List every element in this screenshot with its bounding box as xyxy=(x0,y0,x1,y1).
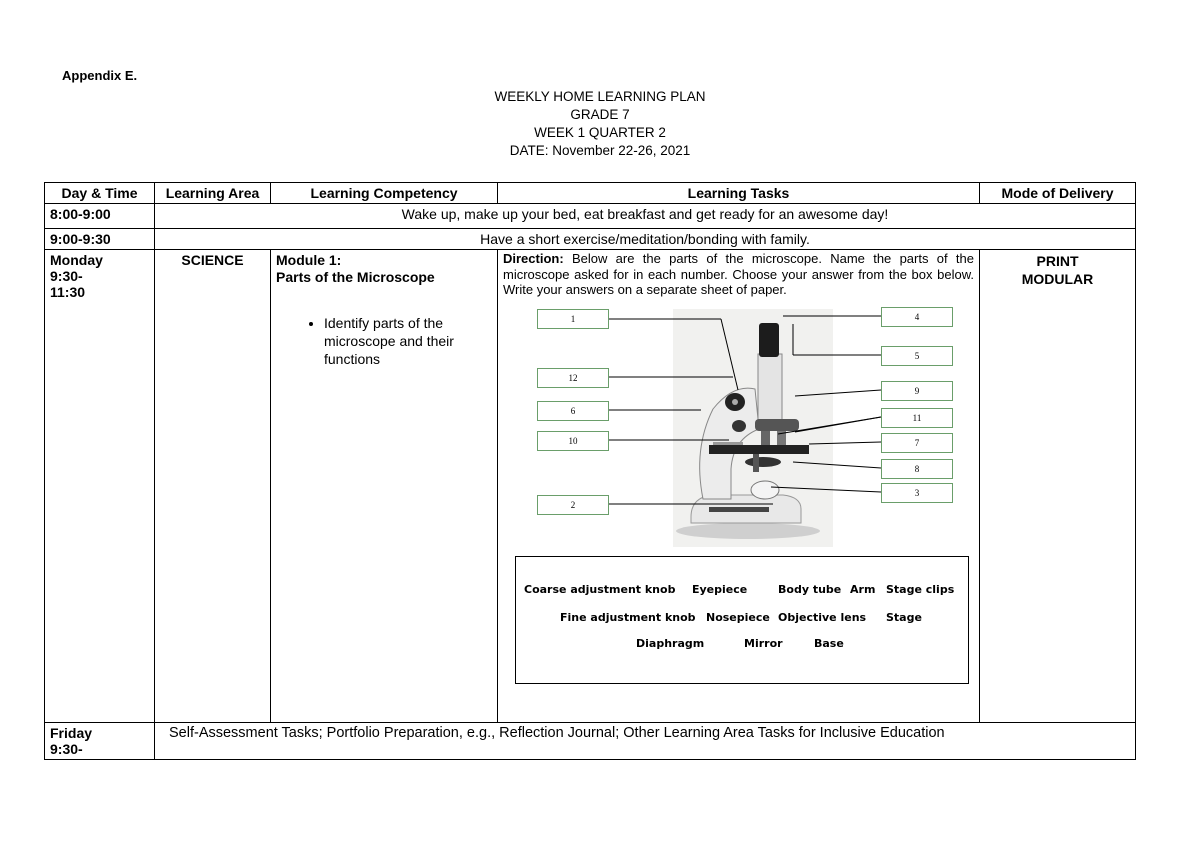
exercise-activity: Have a short exercise/meditation/bonding with family. xyxy=(155,229,1136,250)
exercise-time: 9:00-9:30 xyxy=(45,229,155,250)
learning-area-science: SCIENCE xyxy=(155,250,271,723)
learning-tasks-cell xyxy=(498,250,980,723)
label-box-10: 10 xyxy=(537,431,609,451)
col-header-learning-area: Learning Area xyxy=(155,183,271,204)
word-objective-lens: Objective lens xyxy=(778,610,867,624)
mode-line-2: MODULAR xyxy=(1021,271,1094,287)
label-box-2: 2 xyxy=(537,495,609,515)
monday-time-end: 11:30 xyxy=(50,284,86,300)
friday-day-time xyxy=(45,723,155,760)
table-row xyxy=(45,250,1136,723)
label-box-8: 8 xyxy=(881,459,953,479)
word-coarse-adjustment-knob: Coarse adjustment knob xyxy=(524,582,676,596)
word-arm: Arm xyxy=(850,582,876,596)
word-nosepiece: Nosepiece xyxy=(706,610,770,624)
appendix-label: Appendix E. xyxy=(62,68,138,83)
competency-list xyxy=(276,314,492,368)
table-row xyxy=(45,204,1136,229)
competency-item: • Identify parts of the microscope and their functions xyxy=(324,314,492,368)
label-box-9: 9 xyxy=(881,381,953,401)
label-box-11: 11 xyxy=(881,408,953,428)
word-eyepiece: Eyepiece xyxy=(692,582,748,596)
plan-title: WEEKLY HOME LEARNING PLAN xyxy=(494,89,706,104)
label-box-1: 1 xyxy=(537,309,609,329)
competency-cell xyxy=(271,250,498,723)
word-body-tube: Body tube xyxy=(778,582,842,596)
friday-day: Friday xyxy=(50,725,93,741)
label-box-4: 4 xyxy=(881,307,953,327)
grade-line: GRADE 7 xyxy=(570,107,630,122)
word-stage: Stage xyxy=(886,610,922,624)
word-mirror: Mirror xyxy=(744,636,783,650)
label-box-5: 5 xyxy=(881,346,953,366)
word-fine-adjustment-knob: Fine adjustment knob xyxy=(560,610,696,624)
label-box-12: 12 xyxy=(537,368,609,388)
date-line: DATE: November 22-26, 2021 xyxy=(509,143,691,158)
col-header-day-time: Day & Time xyxy=(45,183,155,204)
leader-lines xyxy=(503,304,983,549)
label-box-3: 3 xyxy=(881,483,953,503)
direction-text xyxy=(503,251,974,298)
week-line: WEEK 1 QUARTER 2 xyxy=(534,125,666,140)
monday-time-start: 9:30- xyxy=(50,268,83,284)
answer-word-box xyxy=(515,556,969,684)
col-header-competency: Learning Competency xyxy=(271,183,498,204)
module-title: Parts of the Microscope xyxy=(276,269,435,285)
monday-day: Monday xyxy=(50,252,103,268)
table-header-row xyxy=(45,183,1136,204)
wake-time: 8:00-9:00 xyxy=(45,204,155,229)
word-stage-clips: Stage clips xyxy=(886,582,955,596)
direction-body: Below are the parts of the microscope. Name the parts of the microscope asked for in each number. Choose your answer from the box below. Write your answers on a separate sheet of paper. xyxy=(503,251,974,297)
table-row xyxy=(45,723,1136,760)
col-header-mode: Mode of Delivery xyxy=(980,183,1136,204)
monday-day-time xyxy=(45,250,155,723)
direction-label: Direction: xyxy=(503,251,564,266)
module-number: Module 1: xyxy=(276,252,342,268)
learning-plan-table xyxy=(44,182,1136,760)
plan-header xyxy=(0,88,1200,160)
col-header-tasks: Learning Tasks xyxy=(498,183,980,204)
mode-of-delivery xyxy=(980,250,1136,723)
label-box-7: 7 xyxy=(881,433,953,453)
friday-activity: Self-Assessment Tasks; Portfolio Preparation, e.g., Reflection Journal; Other Learning Area Tasks for Inclusive Education xyxy=(155,723,1136,760)
word-diaphragm: Diaphragm xyxy=(636,636,705,650)
word-base: Base xyxy=(814,636,844,650)
label-box-6: 6 xyxy=(537,401,609,421)
mode-line-1: PRINT xyxy=(1036,253,1079,269)
wake-activity: Wake up, make up your bed, eat breakfast and get ready for an awesome day! xyxy=(155,204,1136,229)
table-row xyxy=(45,229,1136,250)
microscope-diagram xyxy=(503,304,983,689)
friday-time: 9:30- xyxy=(50,741,83,757)
